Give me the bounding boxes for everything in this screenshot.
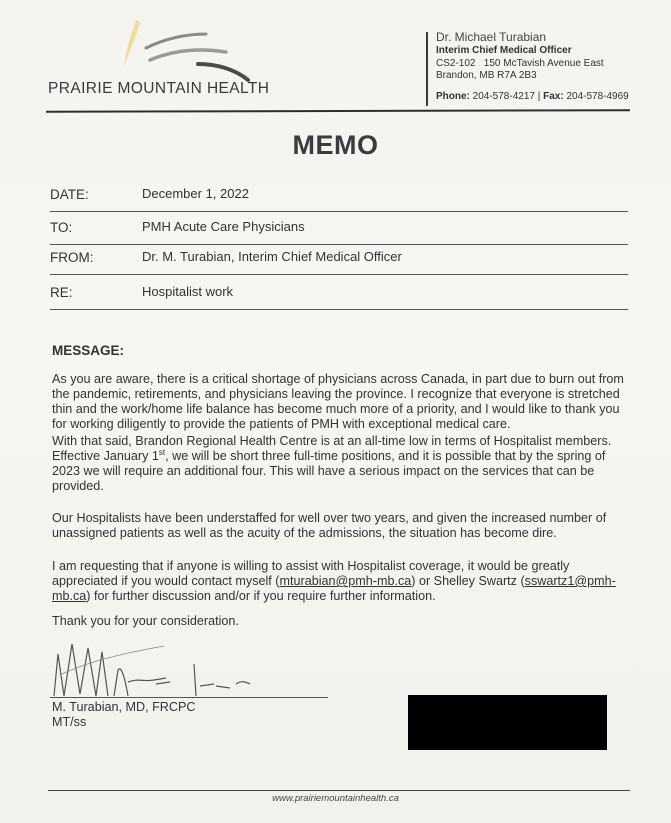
paragraph-1 (52, 372, 632, 432)
text-fragment: I am requesting that if anyone is willing to assist with Hospitalist coverage, it would be greatly appreciated if you would contact myself ( (52, 559, 570, 588)
closing (52, 614, 632, 629)
contact-divider (426, 32, 428, 106)
field-value: Dr. M. Turabian, Interim Chief Medical Officer (142, 249, 402, 264)
paragraph-4 (52, 559, 632, 604)
signature-line (50, 697, 328, 698)
field-label: TO: (50, 220, 73, 235)
ordinal-suffix: st (158, 447, 166, 457)
paragraph-text (52, 434, 632, 494)
field-underline (50, 274, 628, 275)
paragraph-text (52, 559, 632, 604)
field-underline (50, 309, 628, 310)
contact-phone-fax (436, 91, 629, 104)
signer-name: M. Turabian, MD, FRCPC (52, 700, 196, 714)
field-value: PMH Acute Care Physicians (142, 219, 305, 234)
text-fragment: With that said, Brandon Regional Health Centre is at an all-time low in terms of Hospitalist members. Effective January 1 (52, 434, 612, 463)
text-fragment: ) for further discussion and/or if you require further information. (86, 589, 436, 603)
paragraph-text: As you are aware, there is a critical shortage of physicians across Canada, in part due to burn out from the pandemic, retirements, and physicians leaving the province. I recognize that everyone is stretched thin and the work/home life balance has become much more of a priority, and I would like to thank you for working diligently to provide the patients of PMH with exceptional medical care. (52, 372, 624, 431)
paragraph-2 (52, 434, 632, 494)
contact-address-line2: Brandon, MB R7A 2B3 (436, 70, 537, 81)
phone-label: Phone: (436, 90, 470, 102)
paragraph-3 (52, 511, 632, 541)
field-value: December 1, 2022 (142, 186, 249, 201)
field-value: Hospitalist work (142, 284, 234, 299)
footer-website[interactable]: www.prairiemountainhealth.ca (272, 793, 399, 804)
prairie-sweep-logo-icon (88, 12, 258, 82)
organization-name: PRAIRIE MOUNTAIN HEALTH (48, 80, 270, 97)
letterhead-logo (48, 12, 268, 102)
field-label: FROM: (50, 250, 94, 265)
memo-title: MEMO (292, 130, 379, 160)
email-link-turabian[interactable]: mturabian@pmh-mb.ca (279, 574, 412, 588)
field-date (50, 187, 628, 217)
footer-divider (48, 790, 630, 791)
handwritten-signature (44, 634, 334, 704)
field-to (50, 220, 628, 250)
closing-text: Thank you for your consideration. (52, 614, 239, 628)
fax-label: Fax: (543, 90, 564, 102)
signer-initials: MT/ss (52, 715, 87, 729)
redaction-box (408, 695, 607, 750)
field-from (50, 250, 628, 280)
sender-contact-block (436, 30, 629, 103)
field-underline (50, 244, 628, 245)
field-label: RE: (50, 285, 73, 300)
message-label: MESSAGE: (52, 343, 125, 358)
email-link-swartz[interactable]: sswartz1@pmh-mb.ca (52, 574, 616, 603)
text-fragment: ) or Shelley Swartz ( (411, 574, 525, 588)
separator: | (537, 90, 541, 102)
field-underline (50, 211, 628, 212)
phone-number: 204-578-4217 (472, 90, 535, 102)
contact-address-line1: CS2-102 150 McTavish Avenue East (436, 57, 604, 69)
signer-block (52, 700, 195, 730)
field-label: DATE: (50, 187, 89, 202)
contact-name: Dr. Michael Turabian (436, 30, 547, 44)
contact-title: Interim Chief Medical Officer (436, 45, 572, 56)
paragraph-text: Our Hospitalists have been understaffed for well over two years, and given the increased number of unassigned patients as well as the acuity of the admissions, the situation has become dire. (52, 511, 607, 540)
field-re (50, 285, 628, 315)
header-divider (46, 109, 630, 113)
text-fragment: , we will be short three full-time positions, and it is possible that by the spring of 2023 we will require an additional four. This will have a serious impact on the services that can be provided. (52, 449, 606, 493)
fax-number: 204-578-4969 (566, 90, 629, 102)
